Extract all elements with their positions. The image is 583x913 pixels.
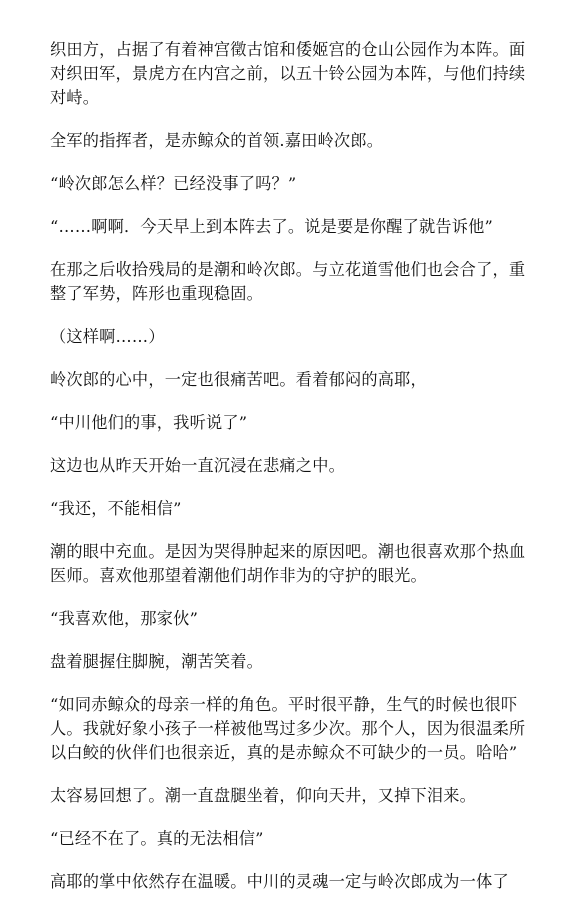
paragraph-9: 这边也从昨天开始一直沉浸在悲痛之中。: [50, 456, 345, 475]
paragraph-12: “我喜欢他，那家伙”: [50, 609, 199, 628]
paragraph-4: “……啊啊．今天早上到本阵去了。说是要是你醒了就告诉他”: [50, 217, 494, 236]
paragraph-3: “岭次郎怎么样？已经没事了吗？”: [50, 174, 297, 193]
paragraph-17: 高耶的掌中依然存在温暖。中川的灵魂一定与岭次郎成为一体了: [50, 872, 509, 891]
paragraph-6: （这样啊……）: [50, 327, 165, 346]
paragraph-13: 盘着腿握住脚腕，潮苦笑着。: [50, 652, 264, 671]
document-page: [50, 38, 534, 913]
paragraph-11: 潮的眼中充血。是因为哭得肿起来的原因吧。潮也很喜欢那个热血医师。喜欢他那望着潮他们胡作非为的守护的眼光。: [50, 542, 526, 585]
paragraph-10: “我还，不能相信”: [50, 499, 182, 518]
paragraph-16: “已经不在了。真的无法相信”: [50, 829, 264, 848]
paragraph-7: 岭次郎的心中，一定也很痛苦吧。看着郁闷的高耶，: [50, 370, 427, 389]
paragraph-5: 在那之后收拾残局的是潮和岭次郎。与立花道雪他们也会合了，重整了军势，阵形也重现稳固。: [50, 260, 526, 303]
paragraph-15: 太容易回想了。潮一直盘腿坐着，仰向天井，又掉下泪来。: [50, 786, 477, 805]
paragraph-8: “中川他们的事，我听说了”: [50, 413, 248, 432]
paragraph-1: 织田方，占据了有着神宫徵古馆和倭姬宫的仓山公园作为本阵。面对织田军，景虎方在内宫之前，以五十铃公园为本阵，与他们持续对峙。: [50, 40, 526, 107]
paragraph-2: 全军的指挥者，是赤鲸众的首领.嘉田岭次郎。: [50, 131, 384, 150]
paragraph-14: “如同赤鲸众的母亲一样的角色。平时很平静，生气的时候也很吓人。我就好象小孩子一样被他骂过多少次。那个人，因为很温柔所以白鲛的伙伴们也很亲近，真的是赤鲸众不可缺少的一员。哈哈”: [50, 695, 526, 762]
